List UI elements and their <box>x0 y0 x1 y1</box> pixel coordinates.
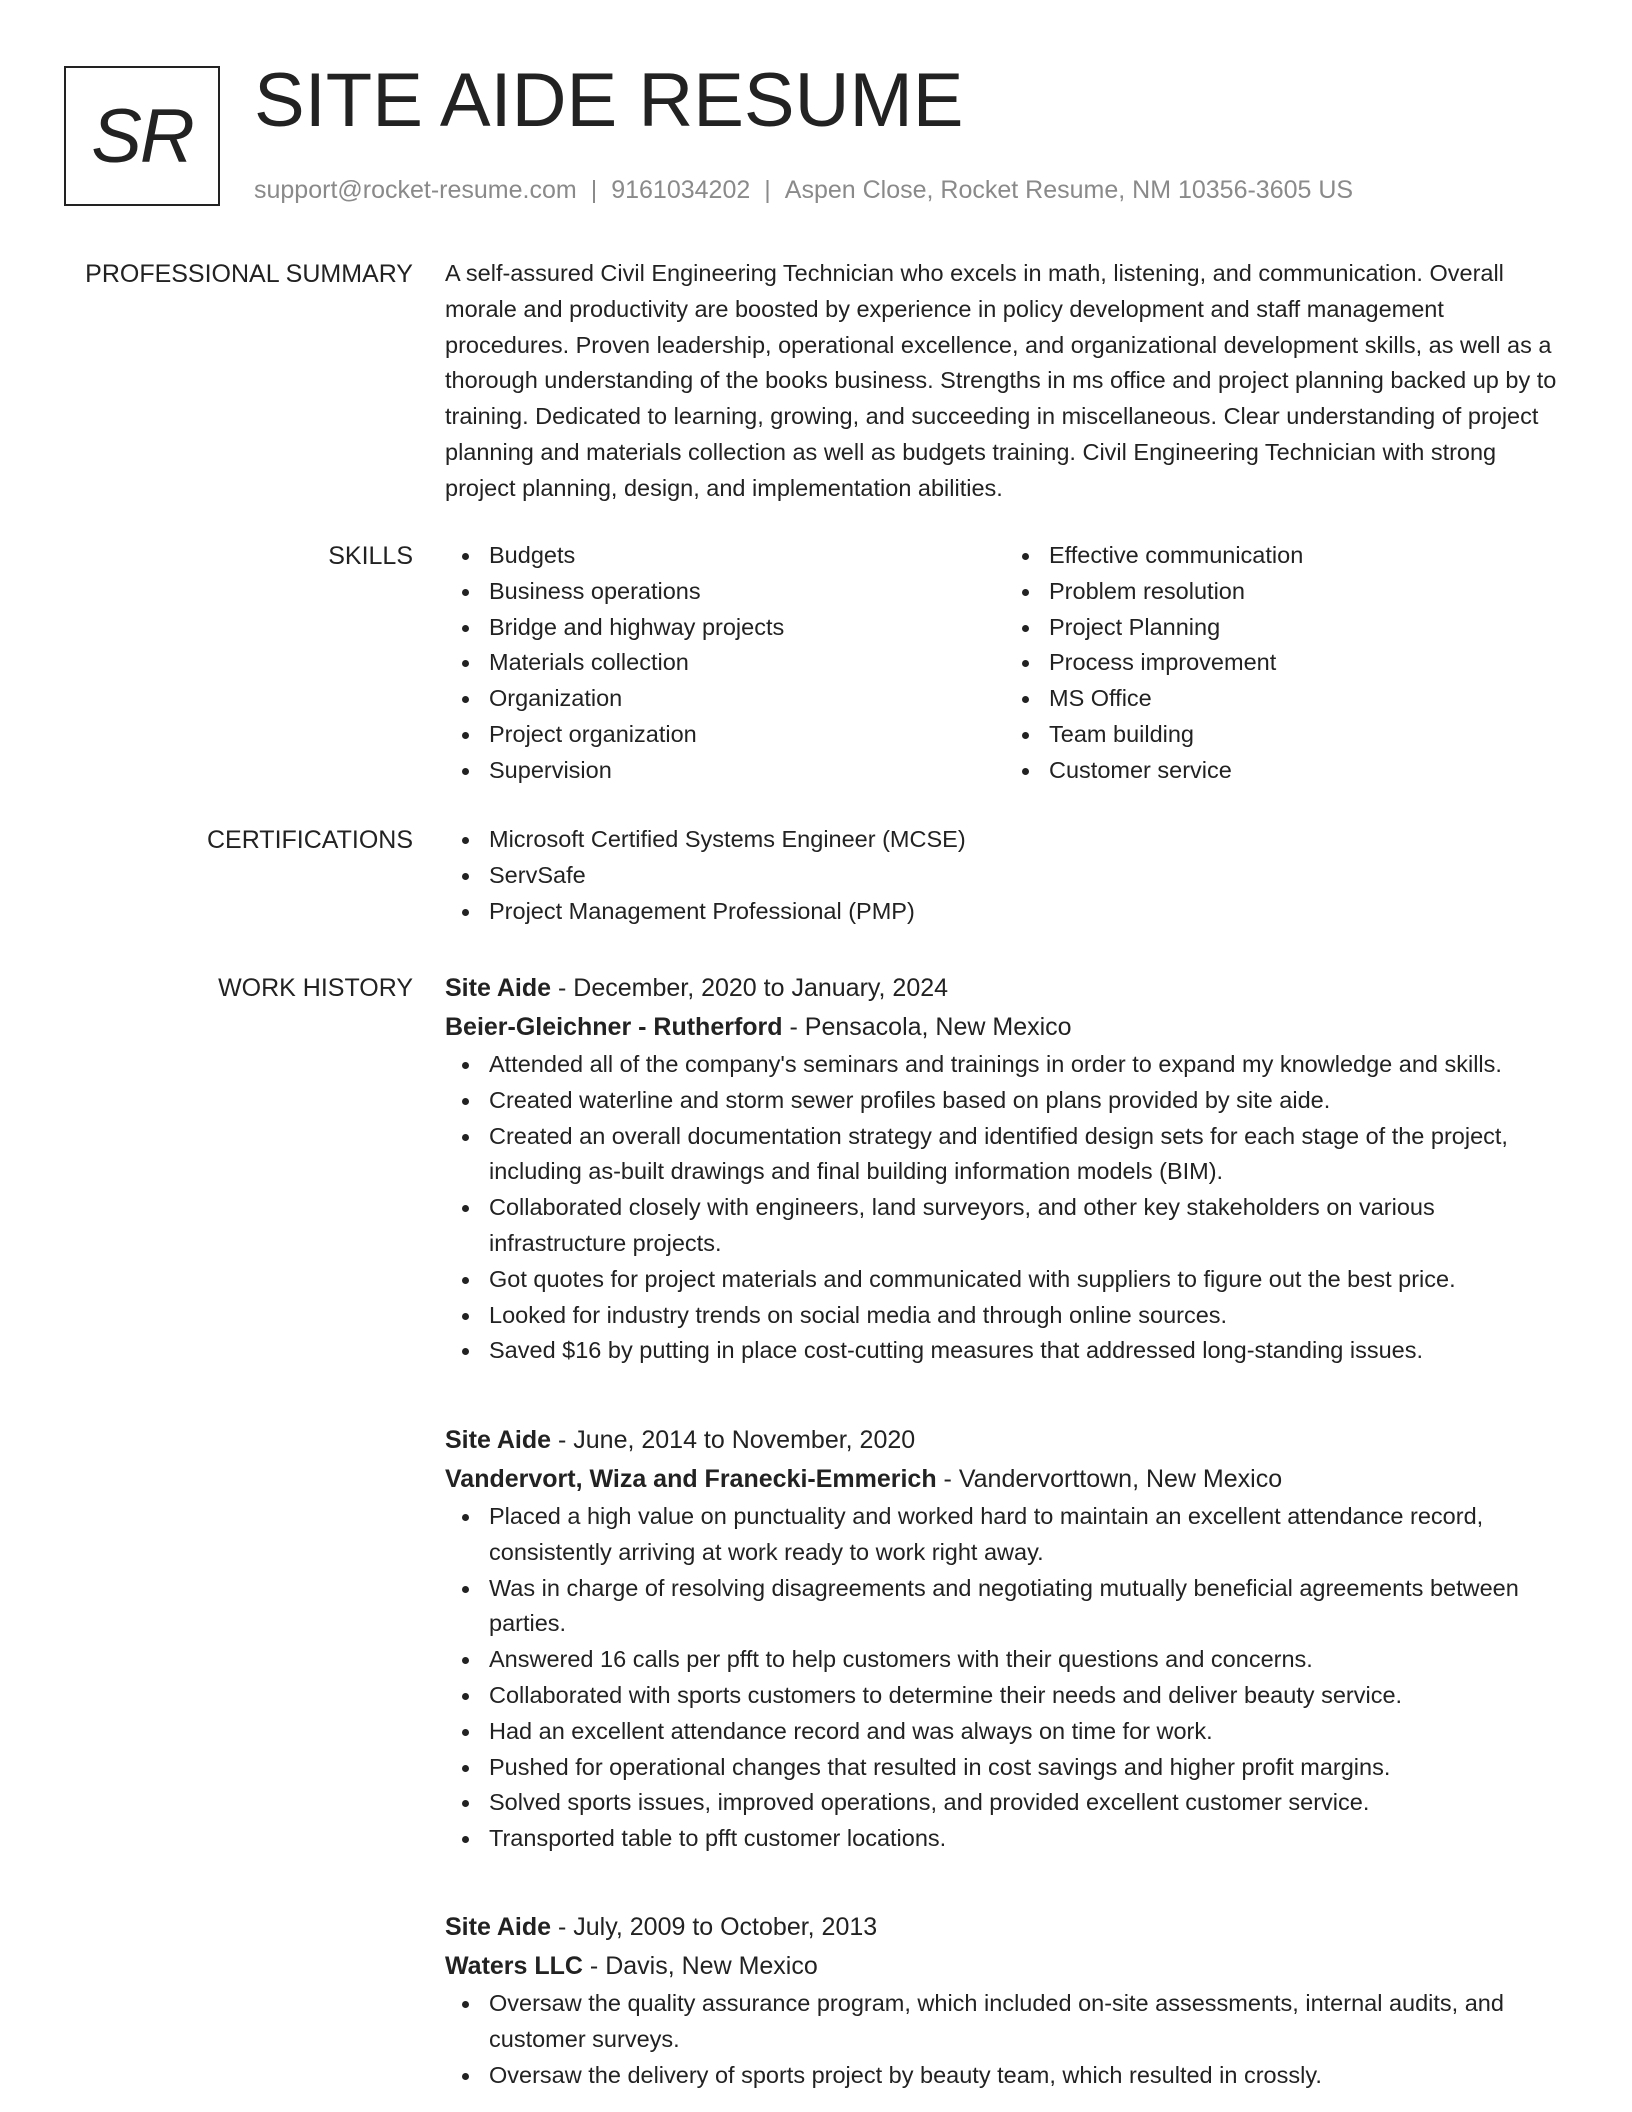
skills-heading: SKILLS <box>328 542 413 570</box>
job-bullet: Collaborated closely with engineers, land surveyors, and other key stakeholders on various infrastructure projects. <box>489 1190 1565 1262</box>
certification-item: Project Management Professional (PMP) <box>489 894 1565 930</box>
skill-item: Effective communication <box>1049 538 1565 574</box>
job-location: - Davis, New Mexico <box>582 1952 818 1980</box>
job-bullet: Looked for industry trends on social media and through online sources. <box>489 1298 1565 1334</box>
job-company-line <box>445 1947 1565 1986</box>
job-company: Vandervort, Wiza and Franecki-Emmerich <box>445 1465 937 1493</box>
job-entry <box>445 1421 1565 1857</box>
job-bullet: Got quotes for project materials and communicated with suppliers to figure out the best price. <box>489 1262 1565 1298</box>
skill-item: Process improvement <box>1049 645 1565 681</box>
skill-item: Bridge and highway projects <box>489 610 1005 646</box>
resume-title: SITE AIDE RESUME <box>254 58 964 143</box>
skill-item: Budgets <box>489 538 1005 574</box>
job-title-line <box>445 969 1565 1008</box>
work-history-heading: WORK HISTORY <box>218 974 413 1002</box>
skill-item: Business operations <box>489 574 1005 610</box>
job-bullet: Was in charge of resolving disagreements and negotiating mutually beneficial agreements between parties. <box>489 1571 1565 1643</box>
job-location: - Pensacola, New Mexico <box>782 1013 1072 1041</box>
contact-separator: | <box>764 176 771 204</box>
job-dates: - June, 2014 to November, 2020 <box>551 1426 916 1454</box>
job-bullet: Had an excellent attendance record and was always on time for work. <box>489 1714 1565 1750</box>
skills-list-left <box>445 538 1005 789</box>
certifications-list <box>445 822 1565 929</box>
job-entry <box>445 1908 1565 2093</box>
job-bullet: Created an overall documentation strategy and identified design sets for each stage of the project, including as-built drawings and final building information models (BIM). <box>489 1119 1565 1191</box>
skill-item: Problem resolution <box>1049 574 1565 610</box>
job-bullet: Oversaw the quality assurance program, which included on-site assessments, internal audits, and customer surveys. <box>489 1986 1565 2058</box>
skill-item: Organization <box>489 681 1005 717</box>
job-title: Site Aide <box>445 974 552 1002</box>
job-company-line <box>445 1008 1565 1047</box>
skill-item: Team building <box>1049 717 1565 753</box>
certification-item: Microsoft Certified Systems Engineer (MCSE) <box>489 822 1565 858</box>
skill-item: Customer service <box>1049 753 1565 789</box>
certification-item: ServSafe <box>489 858 1565 894</box>
job-location: - Vandervorttown, New Mexico <box>936 1465 1283 1493</box>
job-bullets <box>445 1986 1565 2093</box>
job-title: Site Aide <box>445 1913 552 1941</box>
skill-item: Materials collection <box>489 645 1005 681</box>
job-bullet: Solved sports issues, improved operations, and provided excellent customer service. <box>489 1785 1565 1821</box>
job-bullet: Collaborated with sports customers to determine their needs and deliver beauty service. <box>489 1678 1565 1714</box>
skills-list-right <box>1005 538 1565 789</box>
monogram-logo: SR <box>64 66 220 206</box>
skills-columns <box>445 538 1565 789</box>
contact-phone[interactable]: 9161034202 <box>611 176 751 204</box>
contact-address: Aspen Close, Rocket Resume, NM 10356-3605 US <box>784 176 1354 204</box>
job-bullet: Created waterline and storm sewer profiles based on plans provided by site aide. <box>489 1083 1565 1119</box>
job-title-line <box>445 1908 1565 1947</box>
job-company: Waters LLC <box>445 1952 583 1980</box>
summary-heading: PROFESSIONAL SUMMARY <box>85 260 413 288</box>
job-title: Site Aide <box>445 1426 552 1454</box>
job-entry <box>445 969 1565 1369</box>
contact-line <box>254 174 1353 206</box>
job-bullet: Placed a high value on punctuality and worked hard to maintain an excellent attendance record, consistently arriving at work ready to work right away. <box>489 1499 1565 1571</box>
job-bullets <box>445 1499 1565 1857</box>
job-company: Beier-Gleichner - Rutherford <box>445 1013 783 1041</box>
job-bullet: Transported table to pfft customer locations. <box>489 1821 1565 1857</box>
skill-item: Project Planning <box>1049 610 1565 646</box>
job-bullet: Attended all of the company's seminars and trainings in order to expand my knowledge and skills. <box>489 1047 1565 1083</box>
job-bullet: Pushed for operational changes that resulted in cost savings and higher profit margins. <box>489 1750 1565 1786</box>
job-bullet: Saved $16 by putting in place cost-cutting measures that addressed long-standing issues. <box>489 1333 1565 1369</box>
skill-item: Project organization <box>489 717 1005 753</box>
job-dates: - December, 2020 to January, 2024 <box>551 974 949 1002</box>
skill-item: MS Office <box>1049 681 1565 717</box>
contact-email[interactable]: support@rocket-resume.com <box>254 176 577 204</box>
certifications-heading: CERTIFICATIONS <box>206 826 413 854</box>
job-bullet: Oversaw the delivery of sports project by beauty team, which resulted in crossly. <box>489 2058 1565 2094</box>
summary-text: A self-assured Civil Engineering Technician who excels in math, listening, and communication. Overall morale and productivity are boosted by experience in policy development and staff management procedures. Proven leadership, operational excellence, and organizational development skills, as well as a thorough understanding of the books business. Strengths in ms office and project planning backed up by to training. Dedicated to learning, growing, and succeeding in miscellaneous. Clear understanding of project planning and materials collection as well as budgets training. Civil Engineering Technician with strong project planning, design, and implementation abilities. <box>445 260 1557 501</box>
job-title-line <box>445 1421 1565 1460</box>
skill-item: Supervision <box>489 753 1005 789</box>
job-bullets <box>445 1047 1565 1369</box>
contact-separator: | <box>590 176 598 204</box>
certifications-body <box>445 822 1565 929</box>
job-dates: - July, 2009 to October, 2013 <box>551 1913 878 1941</box>
job-company-line <box>445 1460 1565 1499</box>
job-bullet: Answered 16 calls per pfft to help customers with their questions and concerns. <box>489 1642 1565 1678</box>
